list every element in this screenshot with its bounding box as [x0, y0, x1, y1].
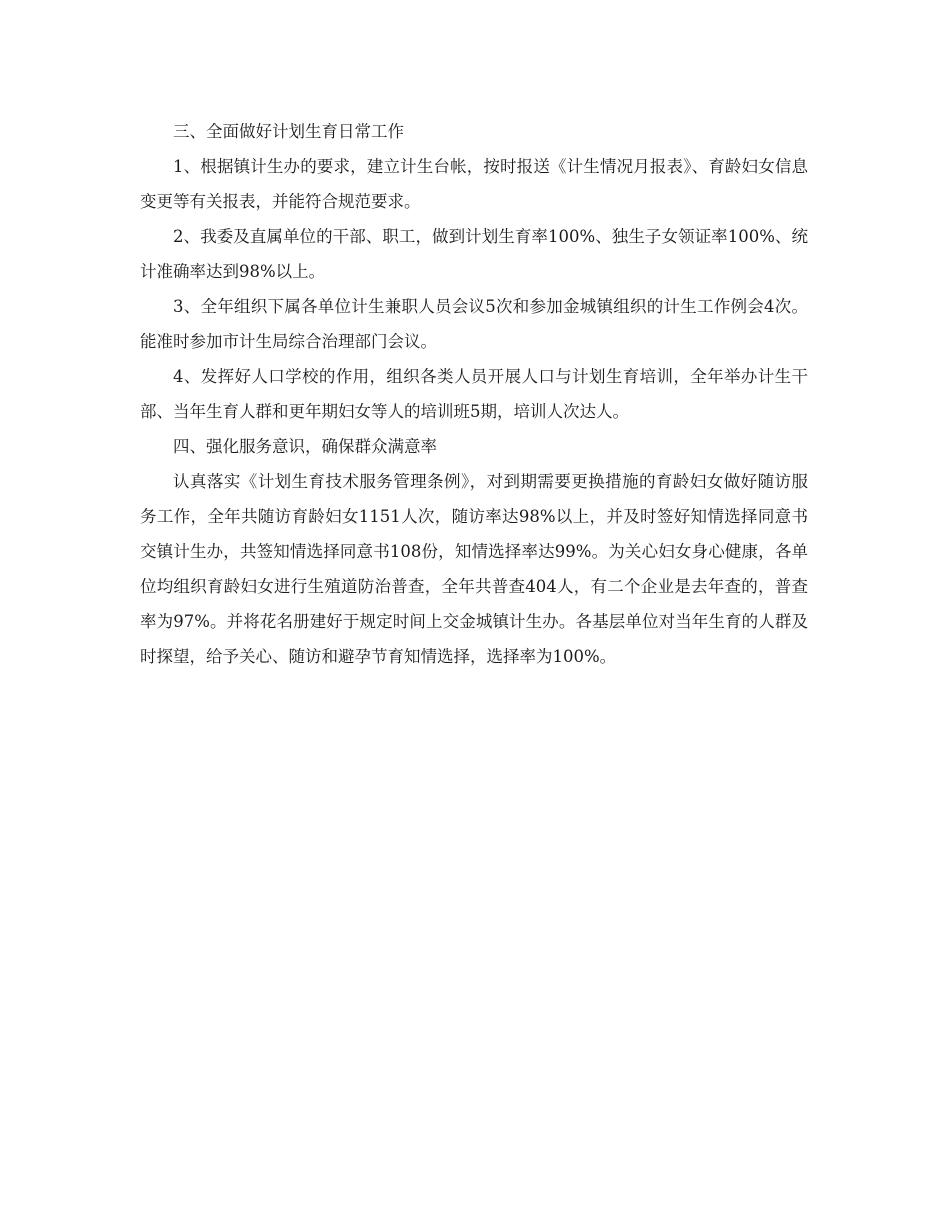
section-heading-3: 三、全面做好计划生育日常工作	[173, 122, 404, 141]
paragraph-item-3: 3、全年组织下属各单位计生兼职人员会议5次和参加金城镇组织的计生工作例会4次。能准时参加市计生局综合治理部门会议。	[140, 297, 808, 351]
paragraph-item-2: 2、我委及直属单位的干部、职工，做到计划生育率100%、独生子女领证率100%、统计准确率达到98%以上。	[140, 227, 808, 281]
paragraph-item-1: 1、根据镇计生办的要求，建立计生台帐，按时报送《计生情况月报表》、育龄妇女信息变更等有关报表，并能符合规范要求。	[140, 157, 808, 211]
section-heading-4: 四、强化服务意识，确保群众满意率	[173, 437, 437, 456]
paragraph-item-4: 4、发挥好人口学校的作用，组织各类人员开展人口与计划生育培训，全年举办计生干部、当年生育人群和更年期妇女等人的培训班5期，培训人次达人。	[140, 367, 808, 421]
paragraph-service: 认真落实《计划生育技术服务管理条例》，对到期需要更换措施的育龄妇女做好随访服务工作，全年共随访育龄妇女1151人次，随访率达98%以上，并及时签好知情选择同意书交镇计生办，共签知情选择同意书108份，知情选择率达99%。为关心妇女身心健康，各单位均组织育龄妇女进行生殖道防治普查，全年共普查404人，有二个企业是去年查的，普查率为97%。并将花名册建好于规定时间上交金城镇计生办。各基层单位对当年生育的人群及时探望，给予关心、随访和避孕节育知情选择，选择率为100%。	[140, 472, 808, 666]
document-body	[140, 114, 808, 674]
